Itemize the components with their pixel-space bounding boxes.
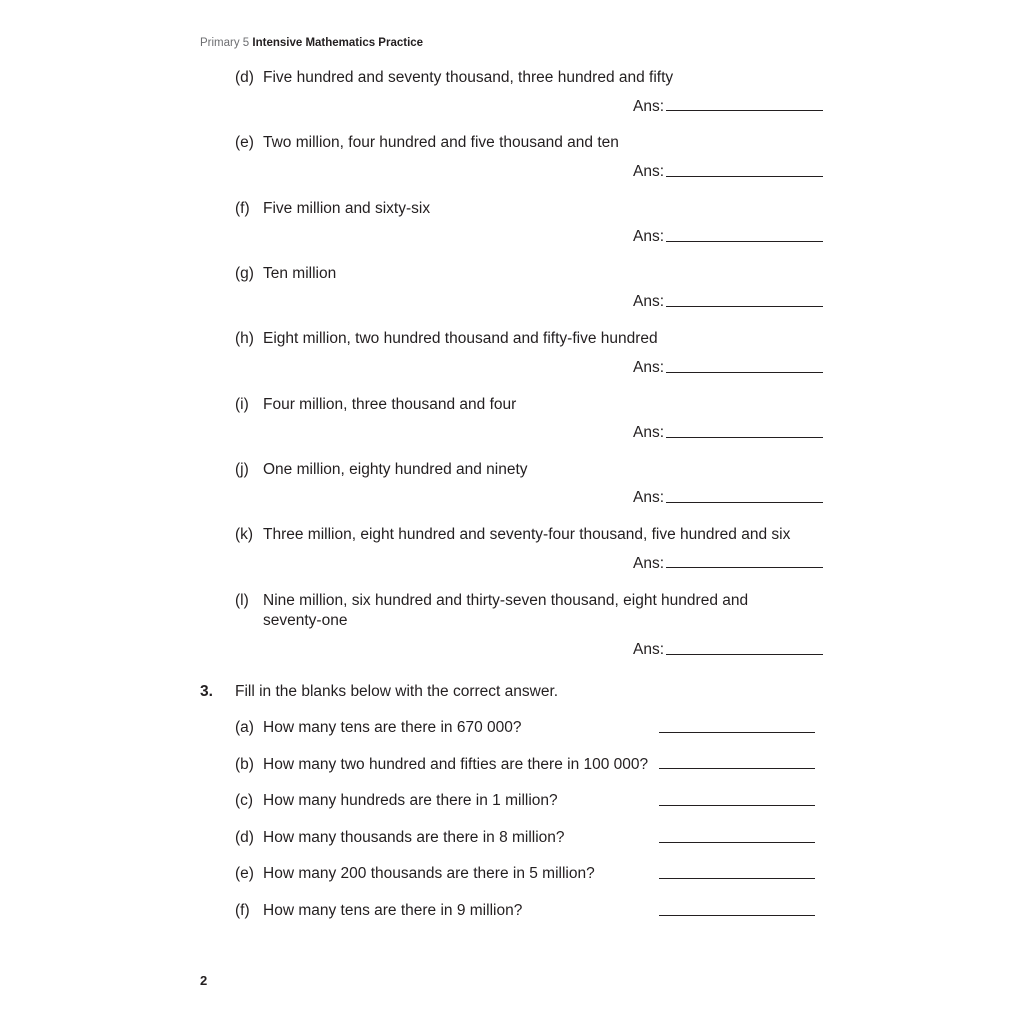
question-letter: (i) (235, 396, 249, 413)
section-instruction: Fill in the blanks below with the correct answer. (235, 683, 559, 700)
question-letter: (b) (235, 756, 254, 773)
answer-blank-i[interactable] (666, 437, 823, 438)
question-letter: (f) (235, 200, 250, 217)
question-letter: (d) (235, 829, 254, 846)
answer-blank-3d[interactable] (659, 842, 815, 843)
ans-label: Ans: (633, 293, 665, 310)
question-text: One million, eighty hundred and ninety (263, 461, 528, 478)
answer-blank-3f[interactable] (659, 915, 815, 916)
question-text: How many two hundred and fifties are there in 100 000? (263, 756, 649, 773)
question-text: How many 200 thousands are there in 5 million? (263, 865, 595, 882)
book-title: Intensive Mathematics Practice (252, 37, 424, 49)
answer-blank-3a[interactable] (659, 732, 815, 733)
answer-blank-e[interactable] (666, 176, 823, 177)
ans-label: Ans: (633, 98, 665, 115)
ans-label: Ans: (633, 163, 665, 180)
book-series: Primary 5 (200, 37, 250, 49)
answer-blank-l[interactable] (666, 654, 823, 655)
question-letter: (a) (235, 719, 254, 736)
question-text: How many thousands are there in 8 million? (263, 829, 565, 846)
page-number: 2 (200, 973, 208, 988)
question-letter: (e) (235, 865, 254, 882)
ans-label: Ans: (633, 555, 665, 572)
question-text: How many tens are there in 670 000? (263, 719, 522, 736)
question-letter: (d) (235, 69, 254, 86)
ans-label: Ans: (633, 359, 665, 376)
question-letter: (f) (235, 902, 250, 919)
question-letter: (e) (235, 134, 254, 151)
ans-label: Ans: (633, 489, 665, 506)
question-text-line2: seventy-one (263, 612, 348, 629)
question-text: Four million, three thousand and four (263, 396, 517, 413)
question-letter: (g) (235, 265, 254, 282)
ans-label: Ans: (633, 641, 665, 658)
question-letter: (h) (235, 330, 254, 347)
question-text: Five hundred and seventy thousand, three hundred and fifty (263, 69, 674, 86)
question-text: Ten million (263, 265, 337, 282)
question-text: Nine million, six hundred and thirty-seven thousand, eight hundred and (263, 592, 749, 609)
ans-label: Ans: (633, 228, 665, 245)
ans-label: Ans: (633, 424, 665, 441)
answer-blank-h[interactable] (666, 372, 823, 373)
question-text: Two million, four hundred and five thousand and ten (263, 134, 619, 151)
answer-blank-3c[interactable] (659, 805, 815, 806)
question-letter: (j) (235, 461, 249, 478)
question-text: Three million, eight hundred and seventy-four thousand, five hundred and six (263, 526, 791, 543)
question-letter: (c) (235, 792, 254, 809)
answer-blank-g[interactable] (666, 306, 823, 307)
question-letter: (l) (235, 592, 249, 609)
answer-blank-d[interactable] (666, 110, 823, 111)
running-header (200, 37, 423, 49)
question-text: How many tens are there in 9 million? (263, 902, 523, 919)
question-text: Five million and sixty-six (263, 200, 431, 217)
answer-blank-f[interactable] (666, 241, 823, 242)
answer-blank-j[interactable] (666, 502, 823, 503)
answer-blank-k[interactable] (666, 567, 823, 568)
question-text: How many hundreds are there in 1 million? (263, 792, 558, 809)
question-text: Eight million, two hundred thousand and fifty-five hundred (263, 330, 658, 347)
section-number: 3. (200, 683, 213, 700)
answer-blank-3e[interactable] (659, 878, 815, 879)
answer-blank-3b[interactable] (659, 768, 815, 769)
question-letter: (k) (235, 526, 254, 543)
